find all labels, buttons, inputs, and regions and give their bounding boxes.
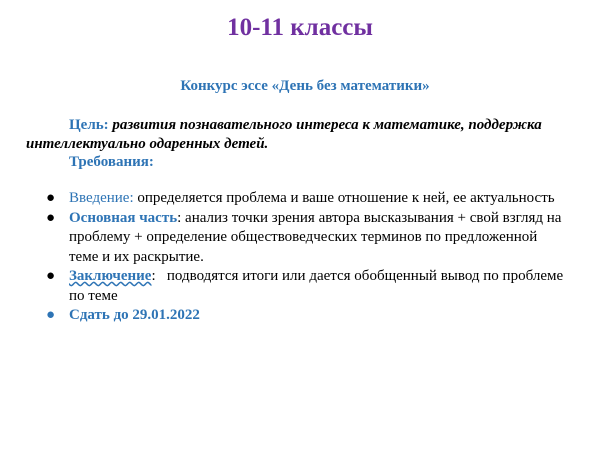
bullet-icon: ● <box>46 190 56 206</box>
deadline-text: Сдать до 29.01.2022 <box>69 307 200 323</box>
introduction-separator: : <box>129 190 134 206</box>
requirements-heading: Требования: <box>69 154 154 170</box>
conclusion-text: подводятся итоги или дается обобщенный вывод по проблеме по теме <box>69 268 567 304</box>
goal-paragraph <box>26 116 586 154</box>
page-title: 10-11 классы <box>227 14 373 41</box>
list-item-main-part <box>0 209 600 268</box>
conclusion-separator: : <box>151 268 156 284</box>
bullet-icon: ● <box>46 307 56 323</box>
contest-title: Конкурс эссе «День без математики» <box>180 78 430 94</box>
bullet-icon: ● <box>46 209 56 226</box>
list-item-conclusion <box>0 267 600 306</box>
requirements-list <box>0 189 600 326</box>
main-part-label: Основная часть <box>69 209 178 226</box>
list-item-deadline <box>0 306 600 326</box>
conclusion-label: Заключение <box>69 268 152 284</box>
introduction-text: определяется проблема и ваше отношение к ней, ее актуальность <box>133 190 555 206</box>
goal-label: Цель: <box>69 117 109 133</box>
main-part-text: анализ точки зрения автора высказывания + свой взгляд на проблему + определение обществоведческих терминов по предложенной теме и их раскрытие. <box>69 209 562 265</box>
introduction-label: Введение <box>69 190 130 206</box>
list-item-introduction <box>0 189 600 209</box>
main-part-separator: : <box>177 209 182 226</box>
goal-text: развития познавательного интереса к математике, поддержка интеллектуально одаренных детей. <box>26 117 542 152</box>
bullet-icon: ● <box>46 268 56 284</box>
